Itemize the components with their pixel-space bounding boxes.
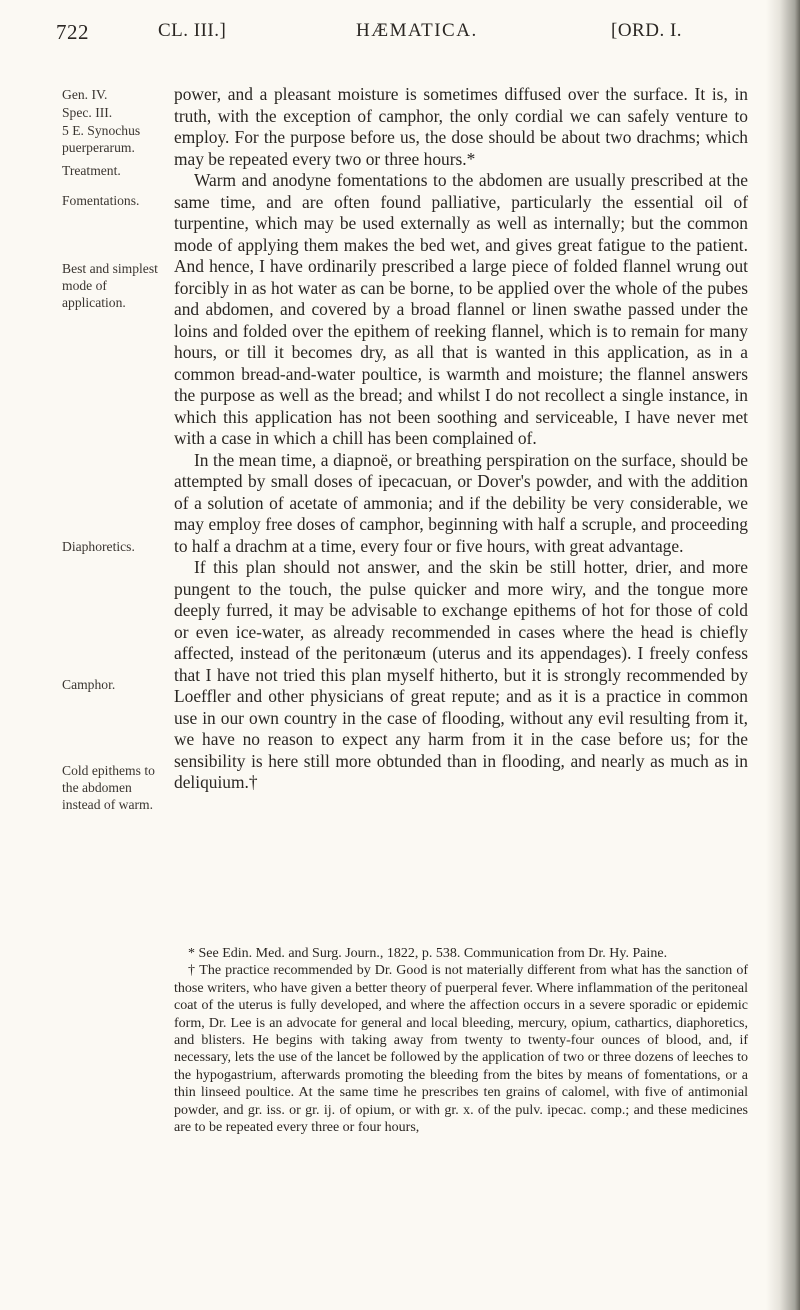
paragraph-4: If this plan should not answer, and the skin be still hotter, drier, and more pungent to the touch, the pulse quicker and more wiry, and the tongue more deeply furred, it may be advisable to exchange epithems of hot for those of cold or even ice-water, as already recommended in cases where the head is chiefly affected, instead of the peritonæum (uterus and its appendages). I freely confess that I have not tried this plan myself hitherto, but it is strongly recommended by Loeffler and other physicians of great repute; and as it is a practice in common use in our own country in the case of flooding, without any evil resulting from it, we have no reason to expect any harm from it in the case before us; for the sensibility is here still more obtunded than in flooding, and nearly as much as in deliquium.† [174, 557, 748, 792]
page-number: 722 [56, 20, 89, 44]
footnote-2: † The practice recommended by Dr. Good is not materially different from what has the sanction of those writers, who have given a better theory of puerperal fever. Where inflammation of the peritoneal coat of the uterus is fully developed, and where the affection occurs in a severe sporadic or epidemic form, Dr. Lee is an advocate for general and local bleeding, mercury, opium, cathartics, diaphoretics, and blisters. He begins with taking away from twenty to twenty-four ounces of blood, and, if necessary, lets the use of the lancet be followed by the application of two or three dozens of leeches to the hypogastrium, afterwards promoting the bleeding from the bites by means of fomentations, or a thin linseed poultice. At the same time he prescribes ten grains of calomel, with five of antimonial powder, and gr. iss. or gr. ij. of opium, or with gr. x. of the pulv. ipecac. comp.; and these medicines are to be repeated every three or four hours, [174, 963, 748, 1136]
margin-note-diaphoretics: Diaphoretics. [62, 539, 135, 554]
paragraph-2: Warm and anodyne fomentations to the abdomen are usually prescribed at the same time, and are often found palliative, particularly the essential oil of turpentine, which may be used externally as well as internally; but the common mode of applying them makes the bed wet, and gives great fatigue to the patient. And hence, I have ordinarily prescribed a large piece of folded flannel wrung out forcibly in as hot water as can be borne, to be applied over the whole of the pubes and abdomen, and covered by a broad flannel or linen swathe passed under the loins and folded over the epithem of reeking flannel, which is to remain for many hours, or till it becomes dry, as all that is wanted in this application, as in a common bread-and-water poultice, is warmth and moisture; the flannel answers the purpose as well as the bread; and whilst I do not recollect a single instance, in which this application has not been soothing and serviceable, I have never met with a case in which a chill has been complained of. [174, 170, 748, 448]
footnote-1: * See Edin. Med. and Surg. Journ., 1822, p. 538. Communication from Dr. Hy. Paine. [188, 946, 668, 961]
margin-note-cold-epithems: Cold epithems to the abdomen instead of warm. [62, 763, 155, 812]
margin-note-treatment: Treatment. [62, 163, 121, 178]
paragraph-1: power, and a pleasant moisture is sometimes diffused over the surface. It is, in truth, with the exception of camphor, the only cordial we can safely venture to employ. For the purpose before us, the dose should be about two drachms; which may be repeated every two or three hours.* [174, 84, 748, 169]
main-text [174, 84, 748, 794]
running-header [56, 20, 746, 50]
margin-note-species: Spec. III. [62, 105, 113, 120]
margin-note-best-mode: Best and simplest mode of application. [62, 261, 158, 310]
page-edge-shadow [766, 0, 800, 1310]
paragraph-3: In the mean time, a diapnoë, or breathing perspiration on the surface, should be attempted by small doses of ipecacuan, or Dover's powder, and with the addition of a solution of acetate of ammonia; and if the debility be very considerable, we may employ free doses of camphor, beginning with half a scruple, and proceeding to half a drachm at a time, every four or five hours, with great advantage. [174, 449, 748, 556]
margin-note-camphor: Camphor. [62, 677, 116, 692]
margin-note-variety: 5 E. Synochus puerperarum. [62, 123, 141, 155]
class-reference: CL. III.] [158, 20, 227, 41]
margin-note-genus: Gen. IV. [62, 87, 108, 102]
margin-note-fomentations: Fomentations. [62, 193, 140, 208]
running-title: HÆMATICA. [356, 20, 478, 41]
footnotes [174, 945, 748, 1136]
order-reference: [ORD. I. [611, 20, 683, 41]
